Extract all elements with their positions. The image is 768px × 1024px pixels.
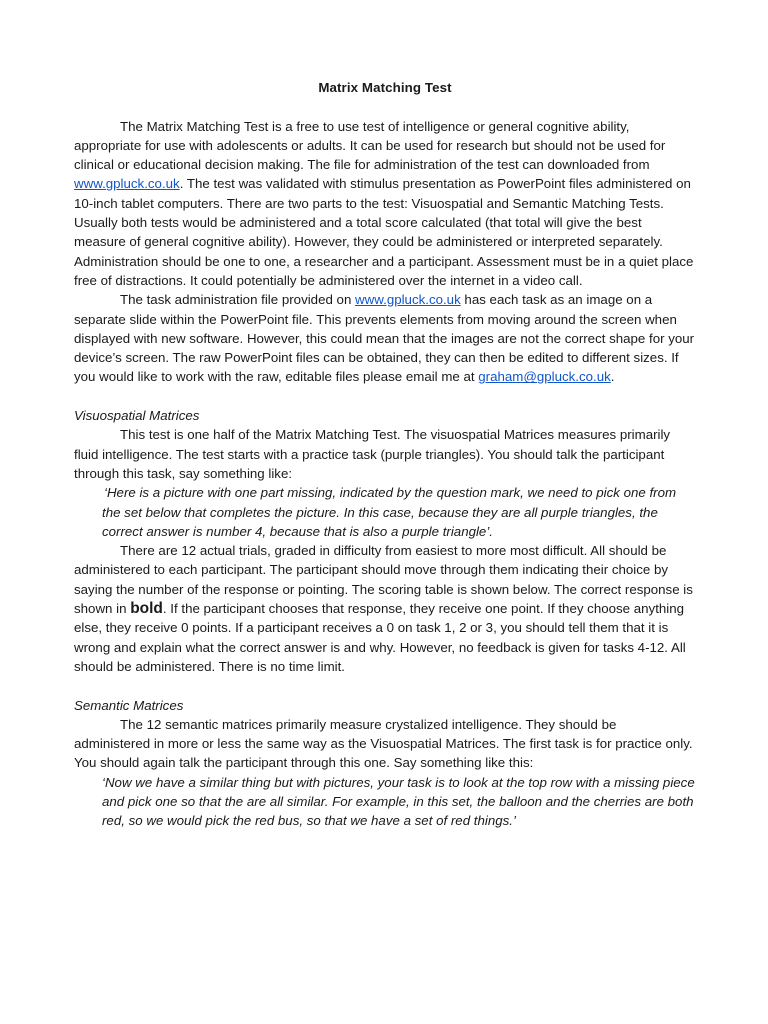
intro-p2-text-c: . <box>610 369 615 385</box>
semantic-paragraph-1: The 12 semantic matrices primarily measure crystalized intelligence. They should be administered in more or less the same way as the Visuospatial Matrices. The first task is for practice only. You should again talk the participant through this one. Say something like this: <box>74 716 693 771</box>
intro-p1-text-a: The Matrix Matching Test is a free to use test of intelligence or general cognitive ability, appropriate for use with adolescents or adults. It can be used for research but should not be used for clinical or educational decision making. The file for administration of the test can downloaded from <box>74 118 666 173</box>
visuospatial-paragraph-1: This test is one half of the Matrix Matching Test. The visuospatial Matrices measures primarily fluid intelligence. The test starts with a practice task (purple triangles). You should talk the participant through this task, say something like: <box>74 427 671 481</box>
intro-p2-text-a: The task administration file provided on <box>120 292 356 308</box>
visuospatial-paragraph-2 <box>74 541 696 676</box>
document-page <box>74 78 696 831</box>
intro-p1-text-b: . The test was validated with stimulus presentation as PowerPoint files administered on 10-inch tablet computers. There are two parts to the test: Visuospatial and Semantic Matching Tests. Usually both tests would be administered and a total score calculated (that total will give the best measure of general cognitive ability). However, they could be administered or interpreted separately. Administration should be one to one, a researcher and a participant. Assessment must be in a quiet place free of distractions. It could potentially be administered over the internet in a video call. <box>74 176 694 288</box>
intro-paragraph-1 <box>74 117 696 291</box>
spacer <box>74 387 696 406</box>
bold-word: bold <box>130 600 163 618</box>
visuospatial-heading: Visuospatial Matrices <box>74 408 200 424</box>
gpluck-link-1[interactable]: www.gpluck.co.uk <box>74 176 180 192</box>
visuospatial-quote: ‘Here is a picture with one part missing, indicated by the question mark, we need to pick one from the set below that completes the picture. In this case, because they are all purple triangles, the correct answer is number 4, because that is also a purple triangle’. <box>102 485 677 539</box>
email-link[interactable]: graham@gpluck.co.uk <box>478 369 611 385</box>
visuospatial-p2-text-b: . If the participant chooses that response, they receive one point. If they choose anything else, they receive 0 points. If a participant receives a 0 on task 1, 2 or 3, you should tell them that it is wrong and explain what the correct answer is and why. However, no feedback is given for tasks 4-12. All should be administered. There is no time limit. <box>74 601 686 674</box>
semantic-quote: ‘Now we have a similar thing but with pictures, your task is to look at the top row with a missing piece and pick one so that the are all similar. For example, in this set, the balloon and the cherries are both red, so we would pick the red bus, so that we have a set of red things.’ <box>102 774 695 829</box>
document-title: Matrix Matching Test <box>318 80 452 95</box>
intro-p2-text-b: has each task as an image on a separate slide within the PowerPoint file. This prevents elements from moving around the screen when displayed with new software. However, this could mean that the images are not the correct shape for your device’s screen. The raw PowerPoint files can be obtained, they can then be edited to different sizes. If you would like to work with the raw, editable files please email me at <box>74 292 695 385</box>
visuospatial-p2-text-a: There are 12 actual trials, graded in difficulty from easiest to more most difficult. All should be administered to each participant. The participant should move through them indicating their choice by saying the number of the response or pointing. The scoring table is shown below. The correct response is shown in <box>74 543 693 617</box>
spacer <box>74 676 696 695</box>
intro-paragraph-2 <box>74 290 696 386</box>
semantic-heading: Semantic Matrices <box>74 697 184 713</box>
gpluck-link-2[interactable]: www.gpluck.co.uk <box>355 292 461 308</box>
